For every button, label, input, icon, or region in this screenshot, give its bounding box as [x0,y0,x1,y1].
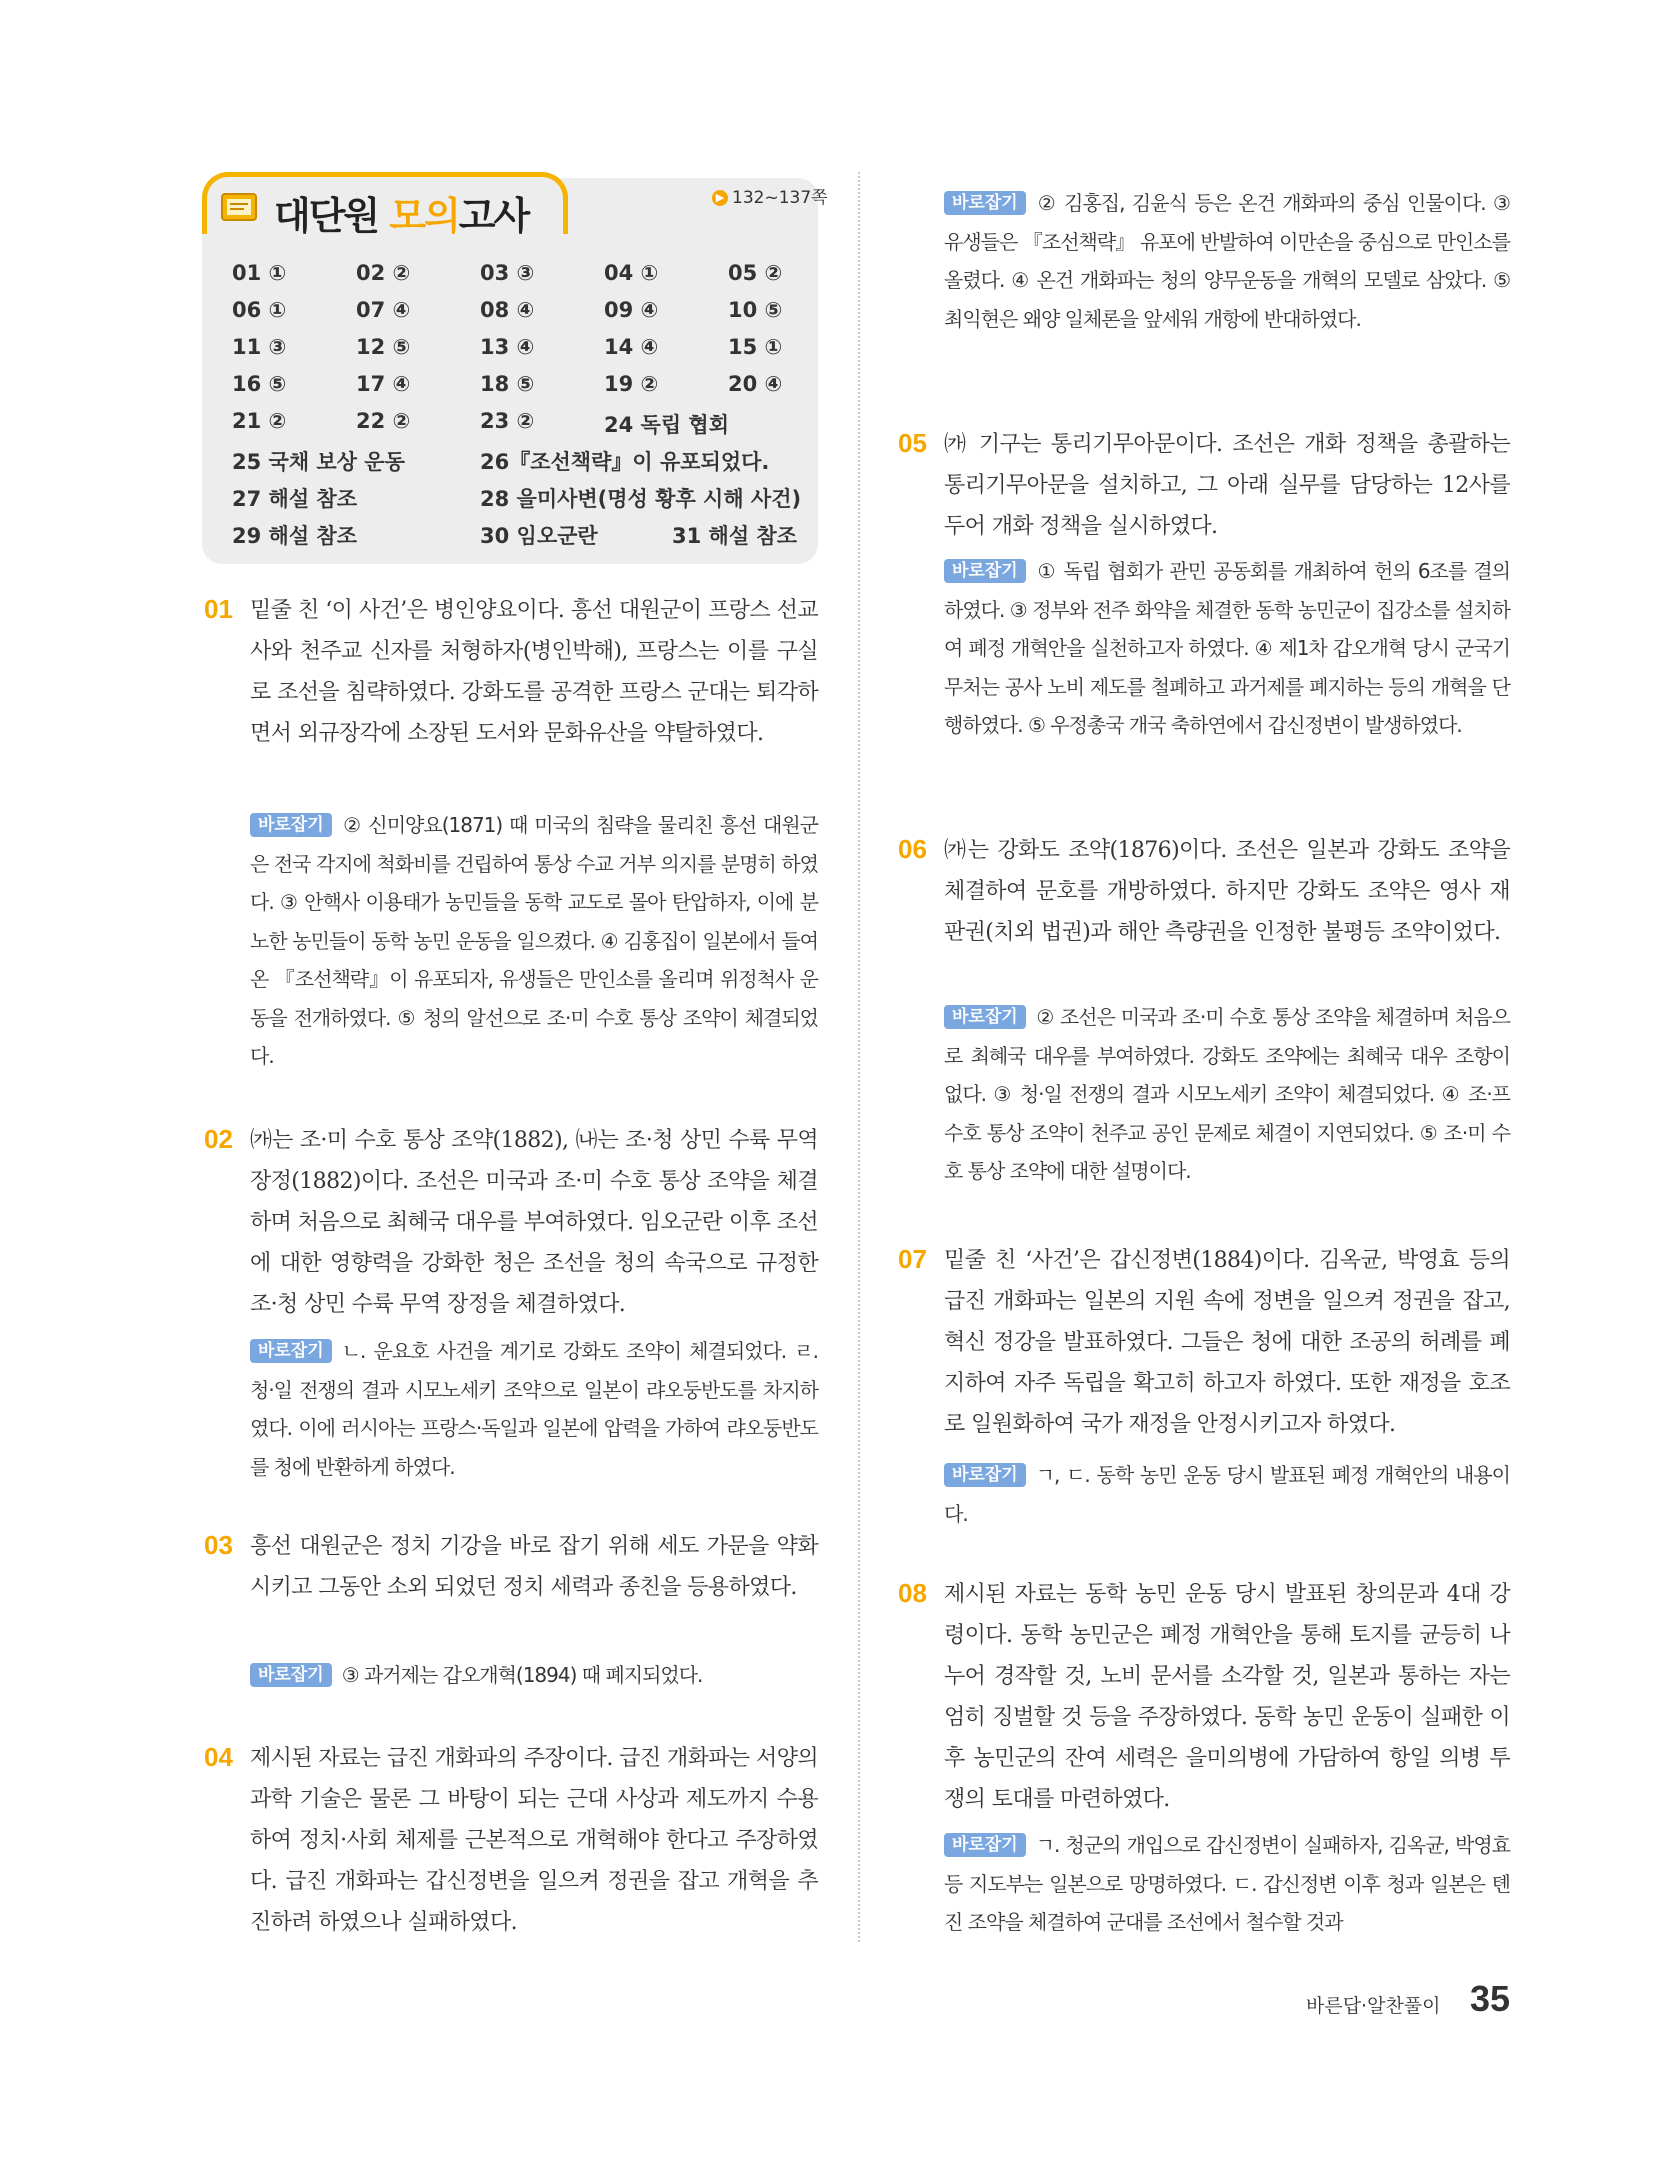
answer-item: 16 ⑤ [232,372,287,396]
correction-text: ㄴ. 운요호 사건을 계기로 강화도 조약이 체결되었다. ㄹ. 청·일 전쟁의 결과 시모노세키 조약으로 일본이 랴오둥반도를 차지하였다. 이에 러시아는 프랑스·독일과 일본에 압력을 가하여 랴오둥반도를 청에 반환하게 하였다. [250,1339,818,1479]
correction-note [250,806,818,1076]
page-reference: ▶ 132~137쪽 [712,183,828,208]
question-explanation: ㈎는 조·미 수호 통상 조약(1882), ㈏는 조·청 상민 수륙 무역 장정(1882)이다. 조선은 미국과 조·미 수호 통상 조약을 체결하며 처음으로 최혜국 대우를 부여하였다. 임오군란 이후 조선에 대한 영향력을 강화한 청은 조선을 청의 속국으로 규정한 조·청 상민 수륙 무역 장정을 체결하였다. [250,1128,818,1317]
correction-text: ㄱ. 청군의 개입으로 갑신정변이 실패하자, 김옥균, 박영효 등 지도부는 일본으로 망명하였다. ㄷ. 갑신정변 이후 청과 일본은 톈진 조약을 체결하여 군대를 조선에서 철수할 것과 [944,1833,1510,1934]
book-icon [218,190,262,226]
answer-item: 31 해설 참조 [672,524,797,548]
answer-item: 08 ④ [480,298,535,322]
answer-item: 13 ④ [480,335,535,359]
question-number: 05 [898,428,927,458]
answer-item: 12 ⑤ [356,335,411,359]
answer-item: 21 ② [232,409,287,433]
answer-item: 30 임오군란 [480,524,598,548]
question-explanation: 밑줄 친 ‘이 사건’은 병인양요이다. 흥선 대원군이 프랑스 선교사와 천주교 신자를 처형하자(병인박해), 프랑스는 이를 구실로 조선을 침략하였다. 강화도를 공격한 프랑스 군대는 퇴각하면서 외규장각에 소장된 도서와 문화유산을 약탈하였다. [250,598,818,746]
answer-item: 28 을미사변(명성 황후 시해 사건) [480,487,802,511]
answer-item: 03 ③ [480,261,535,285]
answer-item: 18 ⑤ [480,372,535,396]
footer-book-label: 바른답·알찬풀이 [1306,1995,1441,2017]
answer-item: 25 국채 보상 운동 [232,450,405,474]
answer-item: 14 ④ [604,335,659,359]
question-explanation: 제시된 자료는 급진 개화파의 주장이다. 급진 개화파는 서양의 과학 기술은 물론 그 바탕이 되는 근대 사상과 제도까지 수용하여 정치·사회 체제를 근본적으로 개혁해야 한다고 주장하였다. 급진 개화파는 갑신정변을 일으켜 정권을 잡고 개혁을 추진하려 하였으나 실패하였다. [250,1746,818,1935]
question-explanation: ㈎는 강화도 조약(1876)이다. 조선은 일본과 강화도 조약을 체결하여 문호를 개방하였다. 하지만 강화도 조약은 영사 재판권(치외 법권)과 해안 측량권을 인정한 불평등 조약이었다. [944,838,1510,945]
correction-note [944,1826,1510,1942]
correction-note [944,552,1510,745]
correction-badge: 바로잡기 [944,1463,1026,1487]
correction-badge: 바로잡기 [944,1005,1026,1029]
correction-note [944,998,1510,1191]
answer-item: 04 ① [604,261,659,285]
question-explanation: 흥선 대원군은 정치 기강을 바로 잡기 위해 세도 가문을 약화시키고 그동안 소외 되었던 정치 세력과 종친을 등용하였다. [250,1534,818,1600]
question-explanation: 밑줄 친 ‘사건’은 갑신정변(1884)이다. 김옥균, 박영효 등의 급진 개화파는 일본의 지원 속에 정변을 일으켜 정권을 잡고, 혁신 정강을 발표하였다. 그들은 청에 대한 조공의 허례를 폐지하여 자주 독립을 확고히 하고자 하였다. 또한 재정을 호조로 일원화하여 국가 재정을 안정시키고자 하였다. [944,1248,1510,1437]
arrow-right-icon: ▶ [712,190,728,206]
correction-badge: 바로잡기 [944,1833,1026,1857]
answer-item: 07 ④ [356,298,411,322]
question-number: 03 [204,1530,233,1560]
correction-badge: 바로잡기 [944,559,1026,583]
answer-item: 22 ② [356,409,411,433]
answer-item: 19 ② [604,372,659,396]
question-number: 04 [204,1742,233,1772]
answer-item: 27 해설 참조 [232,487,357,511]
answer-item: 06 ① [232,298,287,322]
correction-badge: 바로잡기 [944,191,1026,215]
correction-note [250,1332,818,1486]
answer-item: 05 ② [728,261,783,285]
correction-text: ① 독립 협회가 관민 공동회를 개최하여 헌의 6조를 결의하였다. ③ 정부와 전주 화약을 체결한 동학 농민군이 집강소를 설치하여 폐정 개혁안을 실천하고자 하였다. ④ 제1차 갑오개혁 당시 군국기무처는 공사 노비 제도를 철폐하고 과거제를 폐지하는 등의 개혁을 단행하였다. ⑤ 우정총국 개국 축하연에서 갑신정변이 발생하였다. [944,559,1510,737]
correction-note [944,184,1510,338]
answer-item: 10 ⑤ [728,298,783,322]
correction-badge: 바로잡기 [250,1339,332,1363]
answer-item: 26『조선책략』이 유포되었다. [480,450,770,474]
correction-text: ② 김홍집, 김윤식 등은 온건 개화파의 중심 인물이다. ③ 유생들은 『조선책략』 유포에 반발하여 이만손을 중심으로 만인소를 올렸다. ④ 온건 개화파는 청의 양무운동을 개혁의 모델로 삼았다. ⑤ 최익현은 왜양 일체론을 앞세워 개항에 반대하였다. [944,191,1510,331]
correction-text: ② 신미양요(1871) 때 미국의 침략을 물리친 흥선 대원군은 전국 각지에 척화비를 건립하여 통상 수교 거부 의지를 분명히 하였다. ③ 안핵사 이용태가 농민들을 동학 교도로 몰아 탄압하자, 이에 분노한 농민들이 동학 농민 운동을 일으켰다. ④ 김홍집이 일본에서 들여온 『조선책략』이 유포되자, 유생들은 만인소를 올리며 위정척사 운동을 전개하였다. ⑤ 청의 알선으로 조·미 수호 통상 조약이 체결되었다. [250,813,818,1068]
correction-badge: 바로잡기 [250,813,332,837]
answer-item: 20 ④ [728,372,783,396]
answer-item: 29 해설 참조 [232,524,357,548]
column-divider [858,172,860,1942]
correction-note [250,1656,818,1695]
correction-text: ③ 과거제는 갑오개혁(1894) 때 폐지되었다. [341,1663,703,1687]
section-title: 대단원 모의고사 [274,194,529,238]
page-number: 35 [1470,1978,1511,2019]
question-explanation: ㈎ 기구는 통리기무아문이다. 조선은 개화 정책을 총괄하는 통리기무아문을 설치하고, 그 아래 실무를 담당하는 12사를 두어 개화 정책을 실시하였다. [944,432,1510,539]
correction-text: ㄱ, ㄷ. 동학 농민 운동 당시 발표된 폐정 개혁안의 내용이다. [944,1463,1510,1526]
answer-item: 11 ③ [232,335,287,359]
question-number: 02 [204,1124,233,1154]
question-number: 06 [898,834,927,864]
correction-badge: 바로잡기 [250,1663,332,1687]
answer-item: 01 ① [232,261,287,285]
correction-text: ② 조선은 미국과 조·미 수호 통상 조약을 체결하며 처음으로 최혜국 대우를 부여하였다. 강화도 조약에는 최혜국 대우 조항이 없다. ③ 청·일 전쟁의 결과 시모노세키 조약이 체결되었다. ④ 조·프 수호 통상 조약이 천주교 공인 문제로 체결이 지연되었다. ⑤ 조·미 수호 통상 조약에 대한 설명이다. [944,1005,1510,1183]
question-explanation: 제시된 자료는 동학 농민 운동 당시 발표된 창의문과 4대 강령이다. 동학 농민군은 폐정 개혁안을 통해 토지를 균등히 나누어 경작할 것, 노비 문서를 소각할 것, 일본과 통하는 자는 엄히 징벌할 것 등을 주장하였다. 동학 농민 운동이 실패한 이후 농민군의 잔여 세력은 을미의병에 가담하여 항일 의병 투쟁의 토대를 마련하였다. [944,1582,1510,1812]
answer-item: 23 ② [480,409,535,433]
question-number: 08 [898,1578,927,1608]
answer-item: 09 ④ [604,298,659,322]
answer-item: 24 독립 협회 [604,413,729,437]
question-number: 07 [898,1244,927,1274]
answer-item: 15 ① [728,335,783,359]
question-number: 01 [204,594,233,624]
answer-item: 02 ② [356,261,411,285]
correction-note [944,1456,1510,1533]
answer-item: 17 ④ [356,372,411,396]
